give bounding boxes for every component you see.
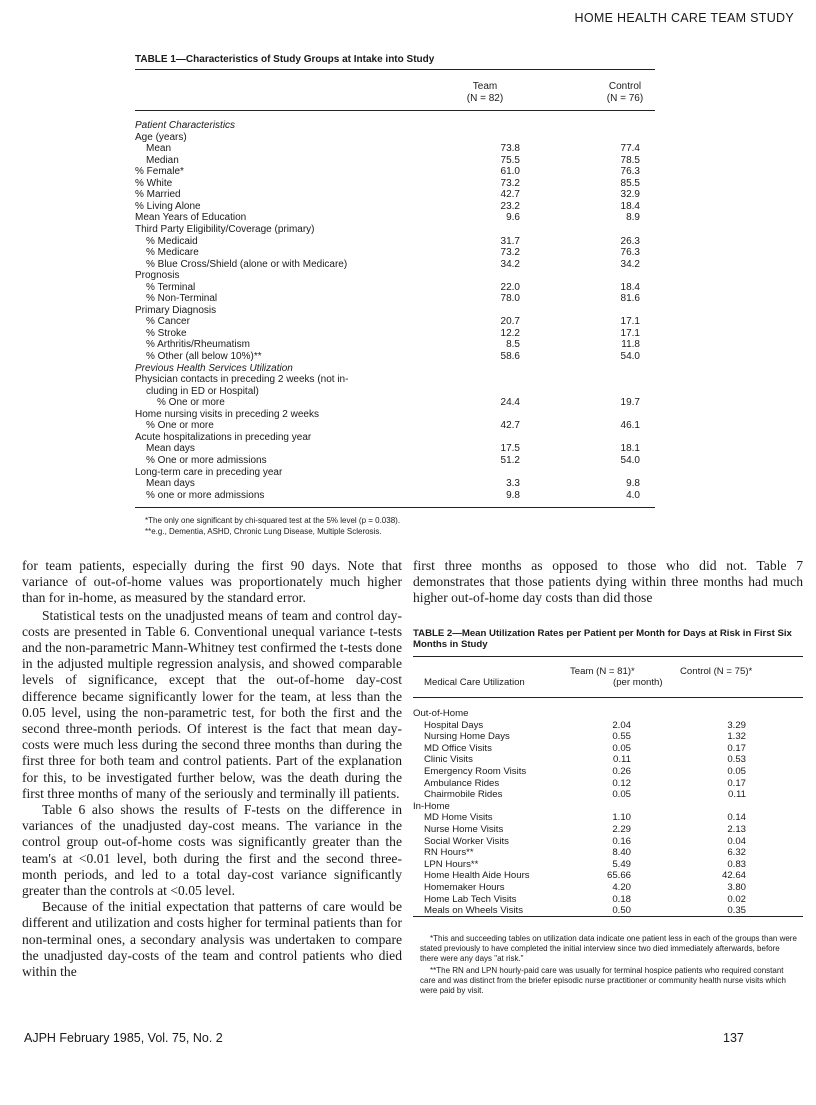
table1-row <box>135 328 655 340</box>
table1-team-value: 42.7 <box>500 189 520 201</box>
table1-row <box>135 293 655 305</box>
table2-row <box>413 754 803 766</box>
table1-row-label: Acute hospitalizations in preceding year <box>135 431 312 443</box>
table1-control-value: 46.1 <box>620 420 640 432</box>
table1-row <box>135 351 655 363</box>
table1-row <box>135 189 655 201</box>
table2-row <box>413 836 803 848</box>
table1-col-control: Control (N = 76) <box>606 81 644 104</box>
table1-row-label: Primary Diagnosis <box>135 304 217 316</box>
table1-row-label: Third Party Eligibility/Coverage (primary) <box>135 223 315 235</box>
table1-control-value: 18.4 <box>620 281 640 293</box>
table1-control-value: 85.5 <box>620 177 640 189</box>
paragraph: first three months as opposed to those who did not. Table 7 demonstrates that those patients dying within three months had much higher out-of-home day costs than did those <box>413 558 803 606</box>
table1-team-value: 17.5 <box>500 443 520 455</box>
table1-row <box>135 236 655 248</box>
table2-control-value: 0.04 <box>727 835 746 847</box>
table2-row-label: Nurse Home Visits <box>424 824 504 835</box>
table2-row <box>413 801 803 813</box>
table2-row <box>413 859 803 871</box>
table1-row <box>135 443 655 455</box>
table2-control-value: 42.64 <box>721 870 746 882</box>
table2-row-label: Emergency Room Visits <box>424 766 527 777</box>
table2-control-value: 3.29 <box>727 719 746 731</box>
table1-team-value: 73.2 <box>500 177 520 189</box>
table2-team-value: 0.26 <box>612 766 631 777</box>
table1-row <box>135 409 655 421</box>
table2-control-value: 0.83 <box>727 858 746 870</box>
table1-control-value: 34.2 <box>620 258 640 270</box>
table2-row-label: Chairmobile Rides <box>424 789 503 801</box>
table1-bottom-rule <box>135 507 655 508</box>
table1-row-label: Age (years) <box>135 131 187 143</box>
table1-control-value: 17.1 <box>620 327 640 339</box>
table2-control-value: 3.80 <box>727 882 746 893</box>
table2-row-label: Hospital Days <box>424 719 484 731</box>
table2-row <box>413 743 803 755</box>
table2-row <box>413 894 803 906</box>
table2-top-rule <box>413 656 803 657</box>
table1-row-label: % one or more admissions <box>146 489 265 501</box>
table1-row <box>135 282 655 294</box>
table1-row <box>135 166 655 178</box>
table2-row <box>413 789 803 801</box>
table2-team-value: 0.11 <box>613 754 631 766</box>
table1-control-value: 18.4 <box>620 200 640 212</box>
table2-row-label: MD Office Visits <box>424 742 492 754</box>
table1-row <box>135 143 655 155</box>
table2-team-value: 0.18 <box>612 893 631 905</box>
table2-row-label: RN Hours** <box>424 847 474 859</box>
table2-col-team: Team (N = 81)* <box>570 666 635 677</box>
paragraph: for team patients, especially during the first 90 days. Note that variance of out-of-home values was proportionately much higher than for in-home, as measured by the standard error. <box>22 558 402 606</box>
table1-row-label: % Blue Cross/Shield (alone or with Medicare) <box>146 258 348 270</box>
table1-row-label: % Female* <box>135 166 184 178</box>
table1-team-value: 61.0 <box>500 166 520 178</box>
table1-team-value: 8.5 <box>506 339 520 351</box>
table1-row <box>135 247 655 259</box>
table1-control-value: 76.3 <box>620 166 640 178</box>
table1-team-value: 22.0 <box>500 281 520 293</box>
table2-row-label: LPN Hours** <box>424 858 479 870</box>
table1-header-rule <box>135 110 655 111</box>
table1-row-label: % Non-Terminal <box>146 293 218 305</box>
table2-team-value: 0.05 <box>612 742 631 754</box>
right-column-text <box>413 558 803 607</box>
table1-control-value: 78.5 <box>620 154 640 166</box>
table2-footnote-2: **The RN and LPN hourly-paid care was usually for terminal hospice patients who required constant care and was distinct from the briefer episodic nurse practitioner or community health nurse visits which were paid by visit. <box>420 966 786 995</box>
table2-row-label: Homemaker Hours <box>424 882 505 893</box>
table2-row <box>413 882 803 894</box>
table1-row <box>135 178 655 190</box>
table2-team-value: 0.05 <box>612 789 631 801</box>
table1-team-value: 73.8 <box>500 143 520 155</box>
table1-row <box>135 316 655 328</box>
table2-row <box>413 778 803 790</box>
table1-team-value: 51.2 <box>500 454 520 466</box>
table2-control-value: 1.32 <box>727 731 746 743</box>
table2-col-label: Medical Care Utilization <box>424 677 525 688</box>
table1-row <box>135 201 655 213</box>
table1-row <box>135 259 655 271</box>
table1-row-label: Median <box>146 154 179 166</box>
table1-col-team: Team (N = 82) <box>466 81 504 104</box>
table1-row-label: Mean <box>146 143 172 155</box>
table1-row-label: Physician contacts in preceding 2 weeks (not in- <box>135 374 349 386</box>
table1-row <box>135 397 655 409</box>
table1-control-value: 11.8 <box>621 339 640 351</box>
table2-team-value: 5.49 <box>612 858 631 870</box>
table2-row-label: Nursing Home Days <box>424 731 510 743</box>
table2-row <box>413 731 803 743</box>
table2-control-value: 0.05 <box>727 766 746 777</box>
paragraph: Because of the initial expectation that patterns of care would be different and utilization and costs higher for terminal patients than for non-terminal ones, a secondary analysis was undertaken to compare the unadjusted day-costs of the team and control patients who died within the <box>22 899 402 980</box>
table2-control-value: 0.17 <box>727 777 746 789</box>
table1-control-value: 54.0 <box>620 454 640 466</box>
table1-row-label: Mean Years of Education <box>135 212 247 224</box>
table1-control-value: 76.3 <box>620 247 640 259</box>
table1-row <box>135 467 655 479</box>
table2-header-rule <box>413 697 803 698</box>
table2-team-value: 1.10 <box>612 812 631 824</box>
table2-control-value: 0.11 <box>728 789 746 801</box>
table1-row <box>135 270 655 282</box>
paragraph: Table 6 also shows the results of F-tests on the difference in variances of the unadjusted day-cost means. The variance in the control group out-of-home costs was significantly greater than the team's at <0.01 level, both during the first and the second three-month periods, and led to a total day-cost variance significantly greater than the controls at <0.05 level. <box>22 802 402 899</box>
table1-row-label: Patient Characteristics <box>135 120 236 131</box>
table1-control-value: 81.6 <box>620 293 640 305</box>
table2-control-value: 2.13 <box>727 824 746 835</box>
table1-team-value: 9.6 <box>506 212 520 224</box>
table1-row-label: % Medicaid <box>146 235 198 247</box>
table1-row-label: % Cancer <box>146 316 190 328</box>
table1-control-value: 77.4 <box>620 143 640 155</box>
table2-row <box>413 847 803 859</box>
table1-row-label: % Living Alone <box>135 200 201 212</box>
table2-team-value: 0.55 <box>612 731 631 743</box>
table2-col-control: Control (N = 75)* <box>680 666 753 677</box>
table1-row-label: % One or more admissions <box>146 454 267 466</box>
left-column-text <box>22 558 402 980</box>
table1-row-label: % One or more <box>146 420 214 432</box>
table2-row <box>413 870 803 882</box>
table2-team-value: 2.29 <box>612 824 631 835</box>
table1-row <box>135 363 655 375</box>
table1-row-label: cluding in ED or Hospital) <box>146 385 259 397</box>
table2-row-label: Home Lab Tech Visits <box>424 893 517 905</box>
table1-row-label: % Terminal <box>146 281 196 293</box>
table1-row-label: % Other (all below 10%)** <box>146 351 262 362</box>
table2-row-label: Ambulance Rides <box>424 777 500 789</box>
table1-team-value: 9.8 <box>506 489 520 501</box>
table1-row-label: Long-term care in preceding year <box>135 466 283 478</box>
table1-control-value: 19.7 <box>620 397 640 409</box>
table1-row-label: % White <box>135 177 173 189</box>
table2-footnote-1: *This and succeeding tables on utilization data indicate one patient less in each of the groups than were stated previously to have completed the initial interview since two died immediately afterwards, before there were any days "at risk." <box>420 934 797 963</box>
table1-row <box>135 212 655 224</box>
table1-control-value: 54.0 <box>620 351 640 362</box>
table1-team-value: 75.5 <box>500 154 520 166</box>
table2-row <box>413 766 803 778</box>
table1-team-value: 78.0 <box>500 293 520 305</box>
table1-row-label: % Medicare <box>146 247 199 259</box>
table1-control-value: 32.9 <box>620 189 640 201</box>
table2-row-label: Out-of-Home <box>413 708 469 719</box>
table1-control-value: 8.9 <box>626 212 640 224</box>
table2-team-value: 2.04 <box>612 719 631 731</box>
table1-row <box>135 339 655 351</box>
table1-row <box>135 132 655 144</box>
table2-row-label: Social Worker Visits <box>424 835 509 847</box>
table2-control-value: 0.14 <box>727 812 746 824</box>
table1-team-value: 12.2 <box>500 327 520 339</box>
table1-team-value: 3.3 <box>506 478 520 490</box>
table2-row <box>413 812 803 824</box>
table1-control-value: 18.1 <box>620 443 640 455</box>
table1-row-label: Prognosis <box>135 270 180 282</box>
table1-control-value: 26.3 <box>620 235 640 247</box>
table2-control-value: 0.02 <box>727 893 746 905</box>
table1-row <box>135 490 655 502</box>
table2-row-label: Meals on Wheels Visits <box>424 905 523 917</box>
paragraph: Statistical tests on the unadjusted means of team and control day-costs are presented in Table 6. Conventional unequal variance t-tests and the non-parametric Mann-Whitney test confirmed the t-tests done in the adjusted multiple regression analysis, and showed comparable levels of significance, except that the out-of-home day-cost difference became significantly lower for the team, at less than the 0.05 level, using the non-parametric test, for both the first and the second three-month periods. Of interest is the fact that mean day-costs were much less during the second three months than during the first three for both team and control patients. Part of the explanation for this, to be investigated further below, was the death during the first three months of many of the seriously and terminally ill patients. <box>22 607 402 801</box>
table2-control-value: 0.17 <box>727 742 746 754</box>
table1-footnote-1: *The only one significant by chi-squared test at the 5% level (p = 0.038). <box>145 516 401 525</box>
table1-row <box>135 120 655 132</box>
table2-row-label: Clinic Visits <box>424 754 473 766</box>
table2-title: TABLE 2—Mean Utilization Rates per Patient per Month for Days at Risk in First Six Months in Study <box>413 628 792 650</box>
table1-row-label: % Married <box>135 189 181 201</box>
table1-team-value: 20.7 <box>500 316 520 328</box>
footer-page-number: 137 <box>723 1031 744 1045</box>
table1-team-value: 31.7 <box>500 235 520 247</box>
table1-row-label: Home nursing visits in preceding 2 weeks <box>135 408 319 420</box>
table2-row-label: In-Home <box>413 800 450 812</box>
table1-title: TABLE 1—Characteristics of Study Groups at Intake into Study <box>135 54 435 65</box>
table2-control-value: 6.32 <box>727 847 746 859</box>
table1-top-rule <box>135 69 655 70</box>
table1-row-label: Previous Health Services Utilization <box>135 362 293 374</box>
table1-control-value: 4.0 <box>626 489 640 501</box>
table1-row <box>135 224 655 236</box>
table1-row <box>135 155 655 167</box>
table1-team-value: 58.6 <box>500 351 520 362</box>
table1-row-label: % Stroke <box>146 327 187 339</box>
table2-team-value: 0.12 <box>612 777 631 789</box>
table2-team-value: 8.40 <box>612 847 631 859</box>
table1-row <box>135 478 655 490</box>
table1-row <box>135 420 655 432</box>
table2-team-value: 0.16 <box>612 835 631 847</box>
table1-row <box>135 432 655 444</box>
table1-row <box>135 305 655 317</box>
table2-row-label: MD Home Visits <box>424 812 493 824</box>
table2-row-label: Home Health Aide Hours <box>424 870 530 882</box>
table2-team-value: 65.66 <box>606 870 631 882</box>
table1-control-value: 9.8 <box>626 478 640 490</box>
table1-row-label: % One or more <box>157 397 225 409</box>
table2-row <box>413 720 803 732</box>
table1-team-value: 42.7 <box>500 420 520 432</box>
table1-team-value: 23.2 <box>500 200 520 212</box>
table1-row-label: Mean days <box>146 478 195 490</box>
footer-journal: AJPH February 1985, Vol. 75, No. 2 <box>24 1031 223 1045</box>
table1-footnote-2: **e.g., Dementia, ASHD, Chronic Lung Disease, Multiple Sclerosis. <box>145 527 382 536</box>
table2-team-value: 0.50 <box>612 905 631 917</box>
table1-row-label: Mean days <box>146 443 195 455</box>
table1-team-value: 34.2 <box>500 258 520 270</box>
table1-team-value: 24.4 <box>500 397 520 409</box>
table2-row <box>413 824 803 836</box>
table2-bottom-rule <box>413 916 803 917</box>
table1-row <box>135 386 655 398</box>
table1-row-label: % Arthritis/Rheumatism <box>146 339 250 351</box>
table1-control-value: 17.1 <box>620 316 640 328</box>
table2-team-value: 4.20 <box>612 882 631 893</box>
table1-row <box>135 374 655 386</box>
running-head: HOME HEALTH CARE TEAM STUDY <box>574 11 794 25</box>
table1-row <box>135 455 655 467</box>
table2-control-value: 0.35 <box>727 905 746 917</box>
table1-team-value: 73.2 <box>500 247 520 259</box>
table2-col-unit: (per month) <box>613 677 663 688</box>
table2-row <box>413 708 803 720</box>
table2-control-value: 0.53 <box>727 754 746 766</box>
